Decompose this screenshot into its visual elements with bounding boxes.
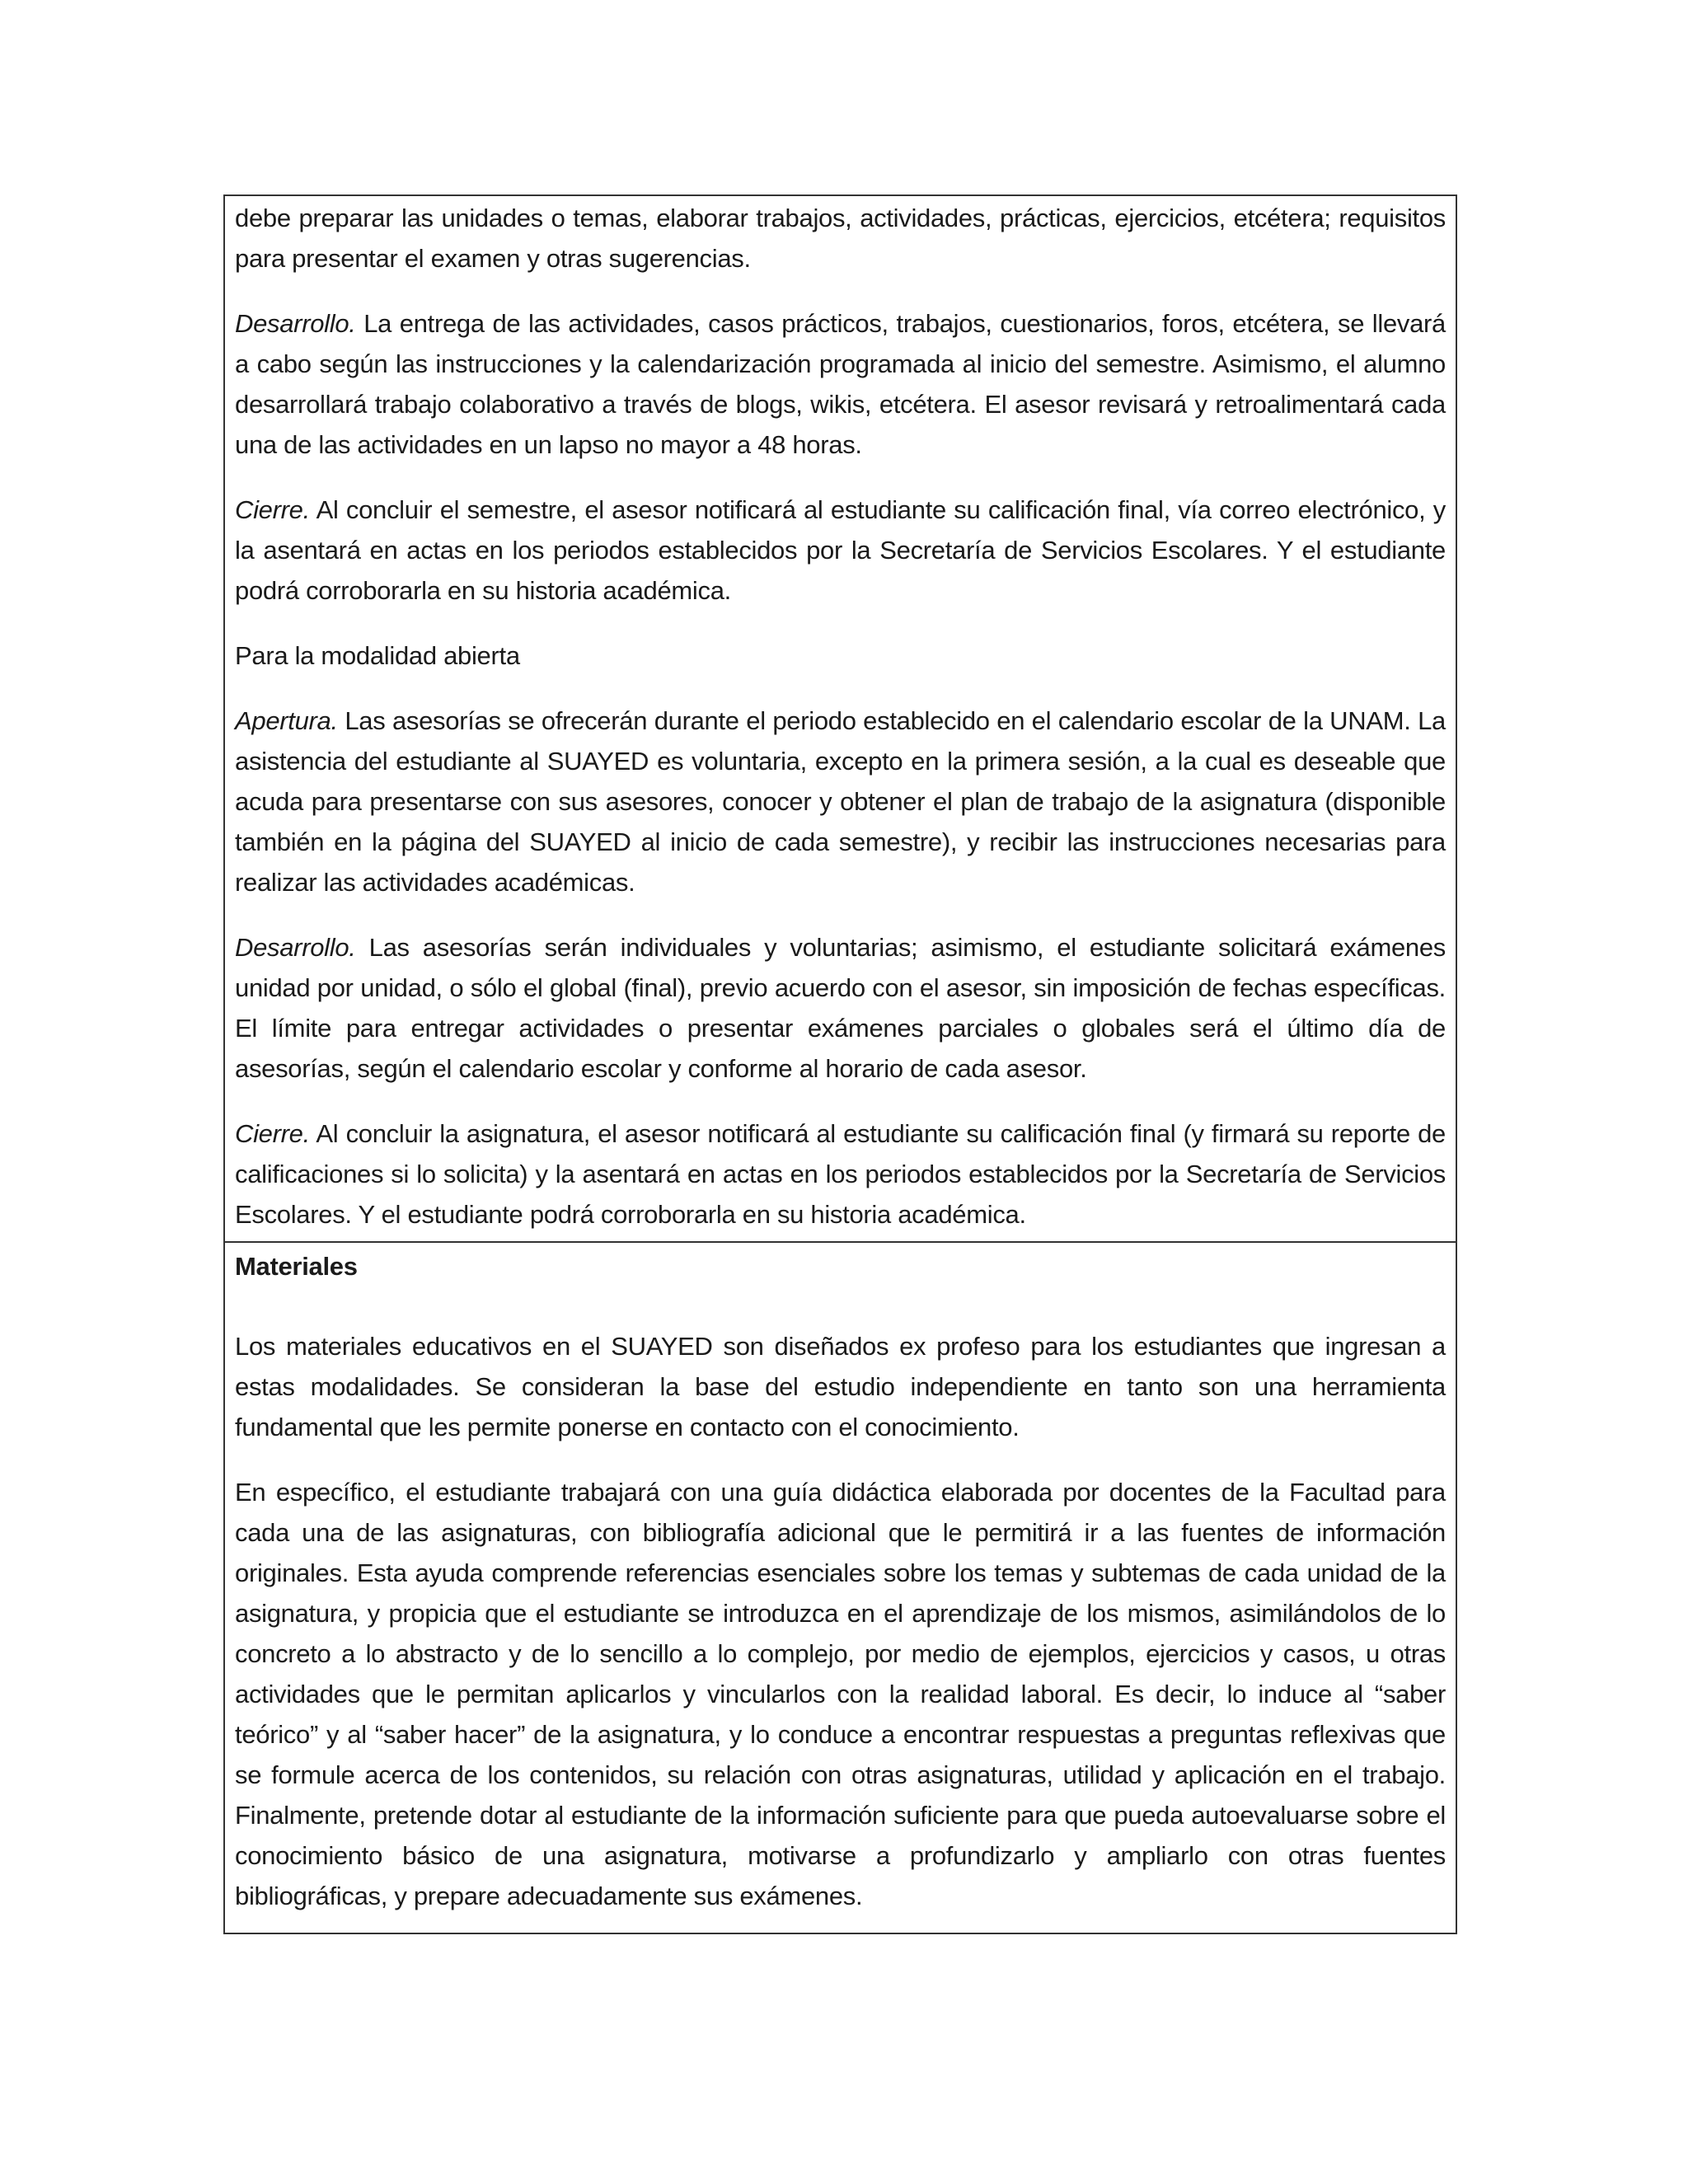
desarrollo-text: La entrega de las actividades, casos prácticos, trabajos, cuestionarios, foros, etcétera, se llevará a cabo según las instrucciones y la calendarización programada al inicio del semestre. Asimismo, el alumno desarrollará trabajo colaborativo a través de blogs, wikis, etcétera. El asesor revisará y retroalimentará cada una de las actividades en un lapso no mayor a 48 horas. — [235, 309, 1446, 459]
apertura-paragraph — [235, 701, 1446, 902]
procedure-cell — [225, 196, 1456, 1243]
apertura-text: Las asesorías se ofrecerán durante el periodo establecido en el calendario escolar de la UNAM. La asistencia del estudiante al SUAYED es voluntaria, excepto en la primera sesión, a la cual es deseable que acuda para presentarse con sus asesores, conocer y obtener el plan de trabajo de la asignatura (disponible también en la página del SUAYED al inicio de cada semestre), y recibir las instrucciones necesarias para realizar las actividades académicas. — [235, 706, 1446, 897]
document-table — [223, 194, 1457, 1934]
cierre-text: Al concluir el semestre, el asesor notificará al estudiante su calificación final, vía correo electrónico, y la asentará en actas en los periodos establecidos por la Secretaría de Servicios Escolares. Y el estudiante podrá corroborarla en su historia académica. — [235, 495, 1446, 605]
cierre-paragraph-abierta — [235, 1113, 1446, 1235]
desarrollo-lead: Desarrollo. — [235, 933, 356, 962]
desarrollo-text: Las asesorías serán individuales y voluntarias; asimismo, el estudiante solicitará exámenes unidad por unidad, o sólo el global (final), previo acuerdo con el asesor, sin imposición de fechas específicas. El límite para entregar actividades o presentar exámenes parciales o globales será el último día de asesorías, según el calendario escolar y conforme al horario de cada asesor. — [235, 933, 1446, 1083]
apertura-lead: Apertura. — [235, 706, 338, 735]
materiales-heading: Materiales — [235, 1252, 358, 1281]
materiales-paragraph-2: En específico, el estudiante trabajará con una guía didáctica elaborada por docentes de la Facultad para cada una de las asignaturas, con bibliografía adicional que le permitirá ir a las fuentes de información originales. Esta ayuda comprende referencias esenciales sobre los temas y subtemas de cada unidad de la asignatura, y propicia que el estudiante se introduzca en el aprendizaje de los mismos, asimilándolos de lo concreto a lo abstracto y de lo sencillo a lo complejo, por medio de ejemplos, ejercicios y casos, u otras actividades que le permitan aplicarlos y vincularlos con la realidad laboral. Es decir, lo induce al “saber teórico” y al “saber hacer” de la asignatura, y lo conduce a encontrar respuestas a preguntas reflexivas que se formule acerca de los contenidos, su relación con otras asignaturas, utilidad y aplicación en el trabajo. Finalmente, pretende dotar al estudiante de la información suficiente para que pueda autoevaluarse sobre el conocimiento básico de una asignatura, motivarse a profundizarlo y ampliarlo con otras fuentes bibliográficas, y prepare adecuadamente sus exámenes. — [235, 1478, 1446, 1910]
desarrollo-lead: Desarrollo. — [235, 309, 356, 338]
desarrollo-paragraph-abierta — [235, 927, 1446, 1089]
cierre-lead: Cierre. — [235, 495, 310, 524]
materials-cell — [225, 1243, 1456, 1933]
materiales-paragraph-1: Los materiales educativos en el SUAYED son diseñados ex profeso para los estudiantes que ingresan a estas modalidades. Se consideran la base del estudio independiente en tanto son una herramienta fundamental que les permite ponerse en contacto con el conocimiento. — [235, 1332, 1446, 1441]
desarrollo-paragraph-online — [235, 303, 1446, 465]
intro-paragraph: debe preparar las unidades o temas, elaborar trabajos, actividades, prácticas, ejercicios, etcétera; requisitos para presentar el examen y otras sugerencias. — [235, 204, 1446, 273]
cierre-paragraph-online — [235, 490, 1446, 611]
cierre-lead: Cierre. — [235, 1119, 310, 1148]
cierre-text: Al concluir la asignatura, el asesor notificará al estudiante su calificación final (y firmará su reporte de calificaciones si lo solicita) y la asentará en actas en los periodos establecidos por la Secretaría de Servicios Escolares. Y el estudiante podrá corroborarla en su historia académica. — [235, 1119, 1446, 1229]
modalidad-abierta-label: Para la modalidad abierta — [235, 641, 520, 670]
